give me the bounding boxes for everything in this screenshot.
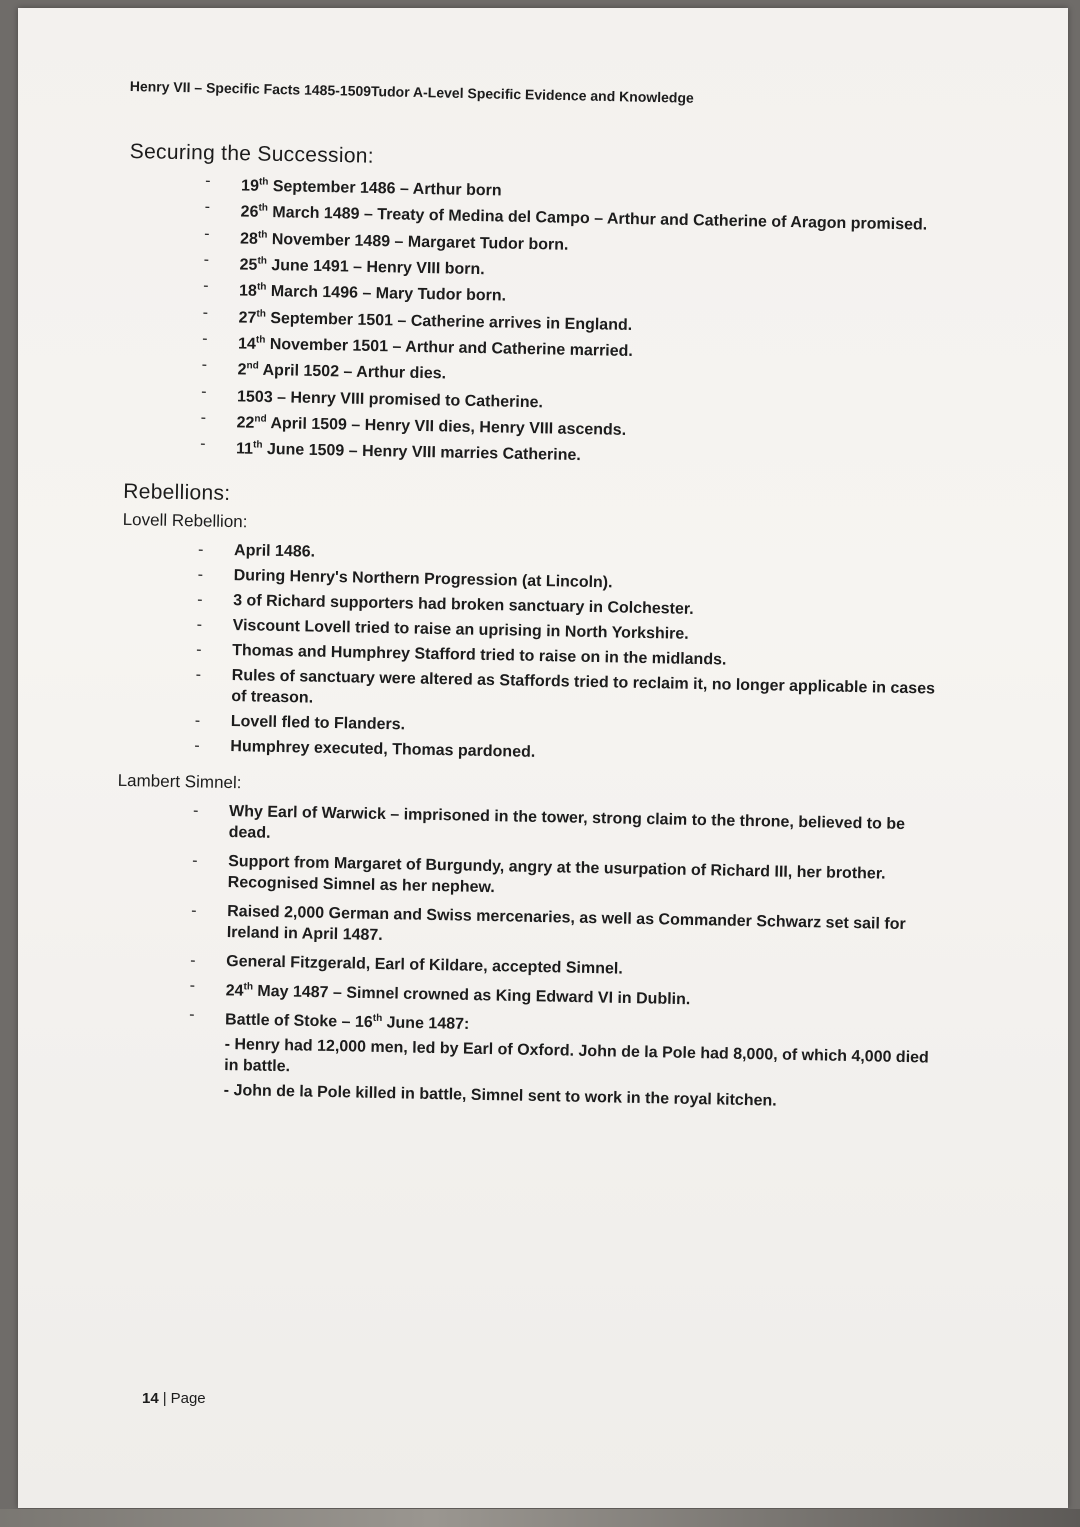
footer-separator: | [162, 1390, 167, 1407]
list-item: - 14th November 1501 – Arthur and Catherine married. [126, 328, 956, 368]
section-title-succession: Securing the Succession: [129, 140, 375, 168]
list-item: - 2nd April 1502 – Arthur dies. [125, 354, 955, 394]
page-label: Page [170, 1390, 206, 1407]
bottom-edge [0, 1509, 1080, 1527]
list-item: - 19th September 1486 – Arthur born [129, 170, 959, 210]
simnel-list [113, 798, 947, 1044]
list-item: - Battle of Stoke – 16th June 1487: [113, 1003, 943, 1044]
header-left-text: Henry VII – Specific Facts 1485-1509 [129, 78, 372, 100]
battle-note-1: - Henry had 12,000 men, led by Earl of Oxford. John de la Pole had 8,000, of which 4,000 died in battle. [224, 1036, 929, 1076]
list-item: - Viscount Lovell tried to raise an uprising in North Yorkshire. [121, 613, 951, 650]
list-item: - 25th June 1491 – Henry VIII born. [127, 249, 957, 289]
list-item: - Lovell fled to Flanders. [119, 709, 949, 746]
list-item: - 11th June 1509 – Henry VIII marries Catherine. [124, 433, 954, 473]
subsection-title-lovell: Lovell Rebellion: [122, 509, 248, 531]
list-item: - April 1486. [122, 538, 952, 575]
list-item: - 1503 – Henry VIII promised to Catherine. [125, 381, 955, 421]
list-item: - Support from Margaret of Burgundy, angry at the usurpation of Richard III, her brother. Recognised Simnel as her nephew. [116, 848, 947, 906]
list-item: - Raised 2,000 German and Swiss mercenaries, as well as Commander Schwarz set sail for Ireland in April 1487. [115, 898, 946, 956]
list-item: - 3 of Richard supporters had broken sanctuary in Colchester. [121, 588, 951, 625]
list-item: - 26th March 1489 – Treaty of Medina del Campo – Arthur and Catherine of Aragon promised. [128, 196, 958, 236]
section-title-rebellions: Rebellions: [123, 479, 231, 505]
list-item: - 27th September 1501 – Catherine arrives in England. [126, 302, 956, 342]
lovell-list [118, 538, 952, 771]
list-item: - Humphrey executed, Thomas pardoned. [118, 734, 948, 771]
list-item: - 18th March 1496 – Mary Tudor born. [127, 275, 957, 315]
page-content [112, 140, 960, 1119]
list-item: - 28th November 1489 – Margaret Tudor born. [128, 223, 958, 263]
header-right-text: Tudor A-Level Specific Evidence and Knowledge [370, 83, 694, 106]
list-item: - 22nd April 1509 – Henry VII dies, Henry VIII ascends. [124, 407, 954, 447]
list-item: - Why Earl of Warwick – imprisoned in the tower, strong claim to the throne, believed to be dead. [117, 798, 948, 856]
list-item: - General Fitzgerald, Earl of Kildare, accepted Simnel. [114, 948, 944, 985]
list-item: - Rules of sanctuary were altered as Staffords tried to reclaim it, no longer applicable in cases of treason. [119, 663, 950, 721]
battle-note-2: - John de la Pole killed in battle, Simnel sent to work in the royal kitchen. [223, 1082, 777, 1110]
list-item: - Thomas and Humphrey Stafford tried to raise on in the midlands. [120, 638, 950, 675]
succession-list [124, 170, 959, 473]
list-item: - 24th May 1487 – Simnel crowned as King Edward VI in Dublin. [114, 973, 944, 1014]
page-footer [142, 1390, 206, 1407]
page-number: 14 [142, 1390, 159, 1407]
subsection-title-simnel: Lambert Simnel: [117, 770, 242, 792]
list-item: - During Henry's Northern Progression (at Lincoln). [121, 563, 951, 600]
